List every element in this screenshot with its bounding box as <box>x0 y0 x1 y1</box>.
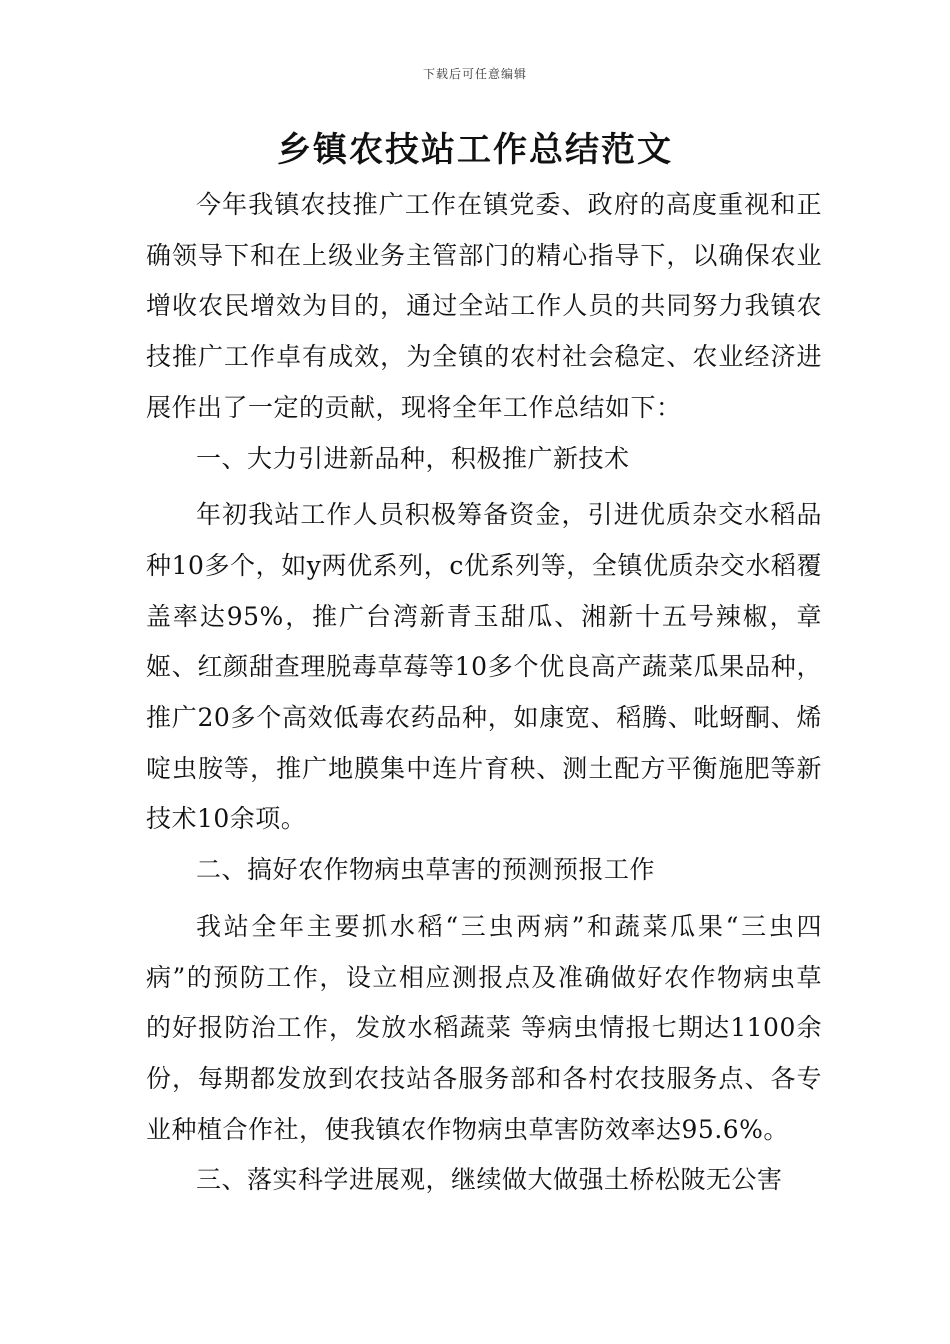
paragraph-section-1: 年初我站工作人员积极筹备资金，引进优质杂交水稻品种10多个，如y两优系列，c优系列等，全镇优质杂交水稻覆盖率达95%，推广台湾新青玉甜瓜、湘新十五号辣椒，章姬、红颜甜查理脱毒草莓等10多个优良高产蔬菜瓜果品种，推广20多个高效低毒农药品种，如康宽、稻腾、吡蚜酮、烯啶虫胺等，推广地膜集中连片育秧、测土配方平衡施肥等新技术10余项。 <box>146 500 822 834</box>
section-heading-3: 三、落实科学进展观，继续做大做强土桥松陂无公害 <box>196 1165 783 1195</box>
section-heading-2: 二、搞好农作物病虫草害的预测预报工作 <box>196 855 656 885</box>
paragraph-intro: 今年我镇农技推广工作在镇党委、政府的高度重视和正确领导下和在上级业务主管部门的精心指导下，以确保农业增收农民增效为目的，通过全站工作人员的共同努力我镇农技推广工作卓有成效，为全镇的农村社会稳定、农业经济进展作出了一定的贡献，现将全年工作总结如下： <box>146 190 822 422</box>
document-title: 乡镇农技站工作总结范文 <box>277 130 673 170</box>
document-body <box>146 180 822 1206</box>
paragraph-section-2: 我站全年主要抓水稻“三虫两病”和蔬菜瓜果“三虫四病”的预防工作，设立相应测报点及准确做好农作物病虫草的好报防治工作，发放水稻蔬菜 等病虫情报七期达1100余份，每期都发放到农技站各服务部和各村农技服务点、各专业种植合作社，使我镇农作物病虫草害防效率达95.6%。 <box>146 911 822 1144</box>
section-heading-1: 一、大力引进新品种，积极推广新技术 <box>196 443 630 473</box>
header-note: 下载后可任意编辑 <box>422 67 527 81</box>
